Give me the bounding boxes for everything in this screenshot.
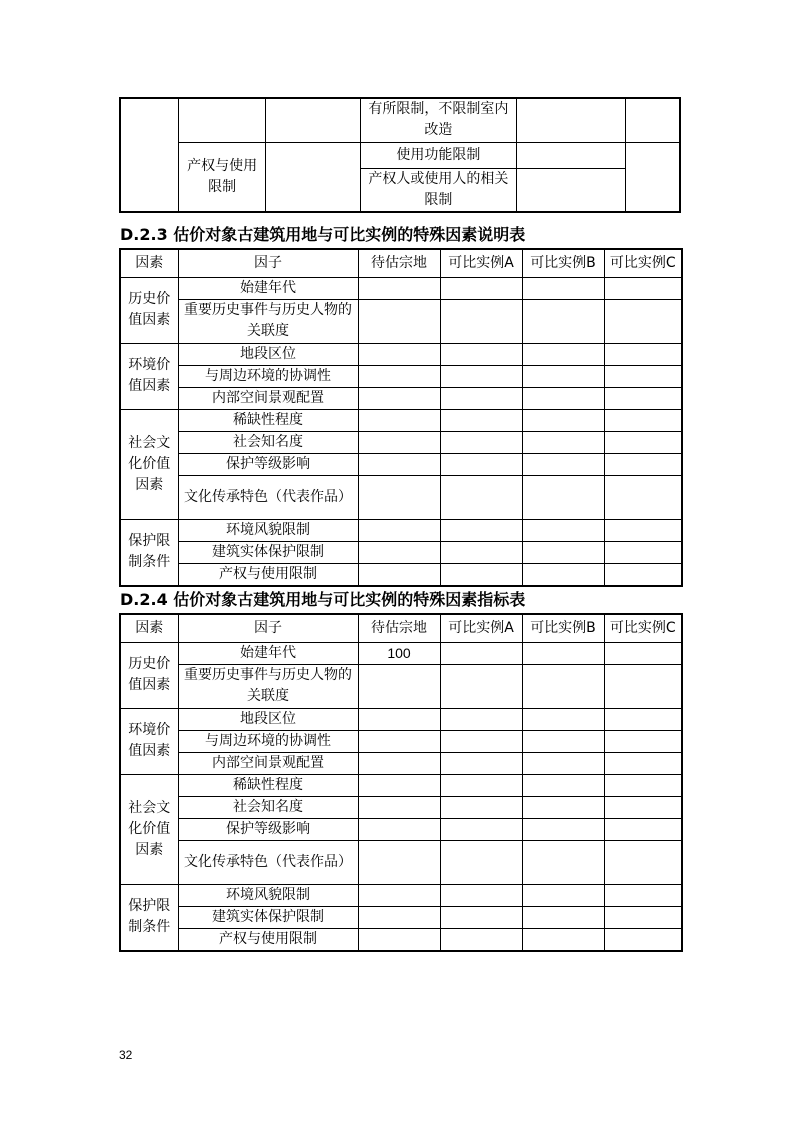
table-d23-title: D.2.3 估价对象古建筑用地与可比实例的特殊因素说明表 xyxy=(120,225,526,244)
value-cell xyxy=(358,752,440,774)
value-cell xyxy=(440,796,522,818)
continuation-table xyxy=(119,97,681,213)
value-cell xyxy=(522,541,604,563)
value-cell xyxy=(440,387,522,409)
value-cell xyxy=(440,730,522,752)
factor-cell: 稀缺性程度 xyxy=(178,774,358,796)
factor-cell: 与周边环境的协调性 xyxy=(178,730,358,752)
value-cell xyxy=(522,796,604,818)
page-number: 32 xyxy=(119,1048,133,1062)
factor-cell: 地段区位 xyxy=(178,708,358,730)
value-cell xyxy=(358,299,440,343)
value-cell xyxy=(604,541,682,563)
value-cell xyxy=(440,906,522,928)
value-cell xyxy=(440,884,522,906)
value-cell xyxy=(440,431,522,453)
cont-empty-cell xyxy=(625,98,680,142)
value-cell xyxy=(522,277,604,299)
factor-cell: 文化传承特色（代表作品） xyxy=(178,840,358,884)
header-factor: 因子 xyxy=(178,614,358,642)
value-cell xyxy=(440,664,522,708)
factor-cell: 社会知名度 xyxy=(178,796,358,818)
header-subject: 待估宗地 xyxy=(358,614,440,642)
value-cell xyxy=(604,774,682,796)
table-d24 xyxy=(119,613,683,952)
value-cell xyxy=(440,453,522,475)
factor-cell: 始建年代 xyxy=(178,642,358,664)
factor-cell: 建筑实体保护限制 xyxy=(178,906,358,928)
value-cell xyxy=(440,642,522,664)
cont-empty-cell xyxy=(625,142,680,212)
header-comparable-c: 可比实例C xyxy=(604,249,682,277)
cont-empty-cell xyxy=(266,98,361,142)
value-cell xyxy=(358,774,440,796)
cont-restriction-cell: 使用功能限制 xyxy=(361,142,517,168)
value-cell xyxy=(604,752,682,774)
value-cell xyxy=(604,818,682,840)
factor-cell: 保护等级影响 xyxy=(178,818,358,840)
value-cell xyxy=(358,708,440,730)
value-cell xyxy=(522,774,604,796)
value-cell xyxy=(440,475,522,519)
value-cell xyxy=(358,840,440,884)
value-cell xyxy=(440,774,522,796)
value-cell xyxy=(358,884,440,906)
value-cell xyxy=(604,730,682,752)
value-cell xyxy=(358,664,440,708)
value-cell xyxy=(522,431,604,453)
value-cell xyxy=(604,343,682,365)
factor-cell: 稀缺性程度 xyxy=(178,409,358,431)
value-cell xyxy=(522,453,604,475)
header-comparable-b: 可比实例B xyxy=(522,249,604,277)
value-cell xyxy=(440,519,522,541)
value-cell xyxy=(440,708,522,730)
cont-empty-cell xyxy=(516,98,625,142)
value-cell xyxy=(358,365,440,387)
cont-group-label: 产权与使用限制 xyxy=(179,142,266,212)
header-factor-group: 因素 xyxy=(120,614,178,642)
value-cell xyxy=(522,387,604,409)
value-cell xyxy=(358,563,440,586)
value-cell xyxy=(604,387,682,409)
value-cell xyxy=(604,277,682,299)
cont-empty-cell xyxy=(179,98,266,142)
value-cell xyxy=(358,453,440,475)
value-cell xyxy=(522,928,604,951)
cont-restriction-cell: 产权人或使用人的相关限制 xyxy=(361,168,517,212)
value-cell xyxy=(522,475,604,519)
value-cell xyxy=(358,928,440,951)
value-cell xyxy=(440,365,522,387)
factor-cell: 建筑实体保护限制 xyxy=(178,541,358,563)
factor-cell: 内部空间景观配置 xyxy=(178,752,358,774)
table-d24-title: D.2.4 估价对象古建筑用地与可比实例的特殊因素指标表 xyxy=(120,590,526,609)
cont-restriction-cell: 有所限制，不限制室内改造 xyxy=(361,98,517,142)
value-cell xyxy=(522,664,604,708)
value-cell xyxy=(604,563,682,586)
value-cell xyxy=(604,796,682,818)
factor-cell: 内部空间景观配置 xyxy=(178,387,358,409)
group-label: 环境价值因素 xyxy=(120,708,178,774)
factor-cell: 始建年代 xyxy=(178,277,358,299)
group-label: 历史价值因素 xyxy=(120,277,178,343)
value-cell xyxy=(440,299,522,343)
factor-cell: 与周边环境的协调性 xyxy=(178,365,358,387)
value-cell xyxy=(604,664,682,708)
factor-cell: 社会知名度 xyxy=(178,431,358,453)
group-label: 历史价值因素 xyxy=(120,642,178,708)
value-cell xyxy=(604,642,682,664)
value-cell xyxy=(358,475,440,519)
value-cell xyxy=(522,642,604,664)
value-cell xyxy=(604,906,682,928)
factor-cell: 文化传承特色（代表作品） xyxy=(178,475,358,519)
header-comparable-c: 可比实例C xyxy=(604,614,682,642)
value-cell xyxy=(358,387,440,409)
factor-cell: 保护等级影响 xyxy=(178,453,358,475)
value-cell xyxy=(604,431,682,453)
value-cell xyxy=(604,299,682,343)
value-cell xyxy=(522,343,604,365)
value-cell xyxy=(440,541,522,563)
value-cell xyxy=(522,519,604,541)
value-cell xyxy=(522,730,604,752)
value-cell xyxy=(522,708,604,730)
header-comparable-a: 可比实例A xyxy=(440,249,522,277)
value-cell xyxy=(604,453,682,475)
value-cell xyxy=(358,730,440,752)
value-cell xyxy=(358,409,440,431)
header-comparable-b: 可比实例B xyxy=(522,614,604,642)
value-cell xyxy=(522,365,604,387)
value-cell xyxy=(604,409,682,431)
value-cell xyxy=(522,818,604,840)
value-cell xyxy=(358,541,440,563)
factor-cell: 环境风貌限制 xyxy=(178,519,358,541)
value-cell xyxy=(440,818,522,840)
group-label: 保护限制条件 xyxy=(120,884,178,951)
table-d23 xyxy=(119,248,683,587)
value-cell xyxy=(440,563,522,586)
group-label: 环境价值因素 xyxy=(120,343,178,409)
header-factor: 因子 xyxy=(178,249,358,277)
factor-cell: 重要历史事件与历史人物的关联度 xyxy=(178,664,358,708)
value-cell xyxy=(604,365,682,387)
value-cell xyxy=(522,906,604,928)
value-cell xyxy=(358,343,440,365)
value-cell xyxy=(522,840,604,884)
value-cell xyxy=(522,409,604,431)
value-cell xyxy=(358,818,440,840)
cont-empty-cell xyxy=(516,142,625,168)
value-cell xyxy=(440,409,522,431)
value-cell xyxy=(604,928,682,951)
value-cell xyxy=(440,928,522,951)
value-cell xyxy=(604,708,682,730)
value-cell xyxy=(358,277,440,299)
header-factor-group: 因素 xyxy=(120,249,178,277)
factor-cell: 产权与使用限制 xyxy=(178,563,358,586)
factor-cell: 地段区位 xyxy=(178,343,358,365)
value-cell xyxy=(522,752,604,774)
group-label: 社会文化价值因素 xyxy=(120,774,178,884)
cont-empty-cell xyxy=(516,168,625,212)
value-cell xyxy=(522,563,604,586)
header-comparable-a: 可比实例A xyxy=(440,614,522,642)
cont-empty-cell xyxy=(120,98,179,212)
value-cell xyxy=(440,840,522,884)
value-cell xyxy=(358,519,440,541)
value-cell xyxy=(604,475,682,519)
value-cell xyxy=(604,840,682,884)
factor-cell: 重要历史事件与历史人物的关联度 xyxy=(178,299,358,343)
value-cell xyxy=(522,884,604,906)
value-cell xyxy=(604,884,682,906)
factor-cell: 产权与使用限制 xyxy=(178,928,358,951)
value-cell xyxy=(440,752,522,774)
value-cell xyxy=(358,431,440,453)
value-cell xyxy=(604,519,682,541)
factor-cell: 环境风貌限制 xyxy=(178,884,358,906)
value-cell xyxy=(440,343,522,365)
value-cell xyxy=(358,906,440,928)
value-cell xyxy=(440,277,522,299)
cont-empty-cell xyxy=(266,142,361,212)
group-label: 社会文化价值因素 xyxy=(120,409,178,519)
value-cell xyxy=(358,796,440,818)
group-label: 保护限制条件 xyxy=(120,519,178,586)
header-subject: 待估宗地 xyxy=(358,249,440,277)
subject-start-year-value: 100 xyxy=(358,642,440,664)
value-cell xyxy=(522,299,604,343)
